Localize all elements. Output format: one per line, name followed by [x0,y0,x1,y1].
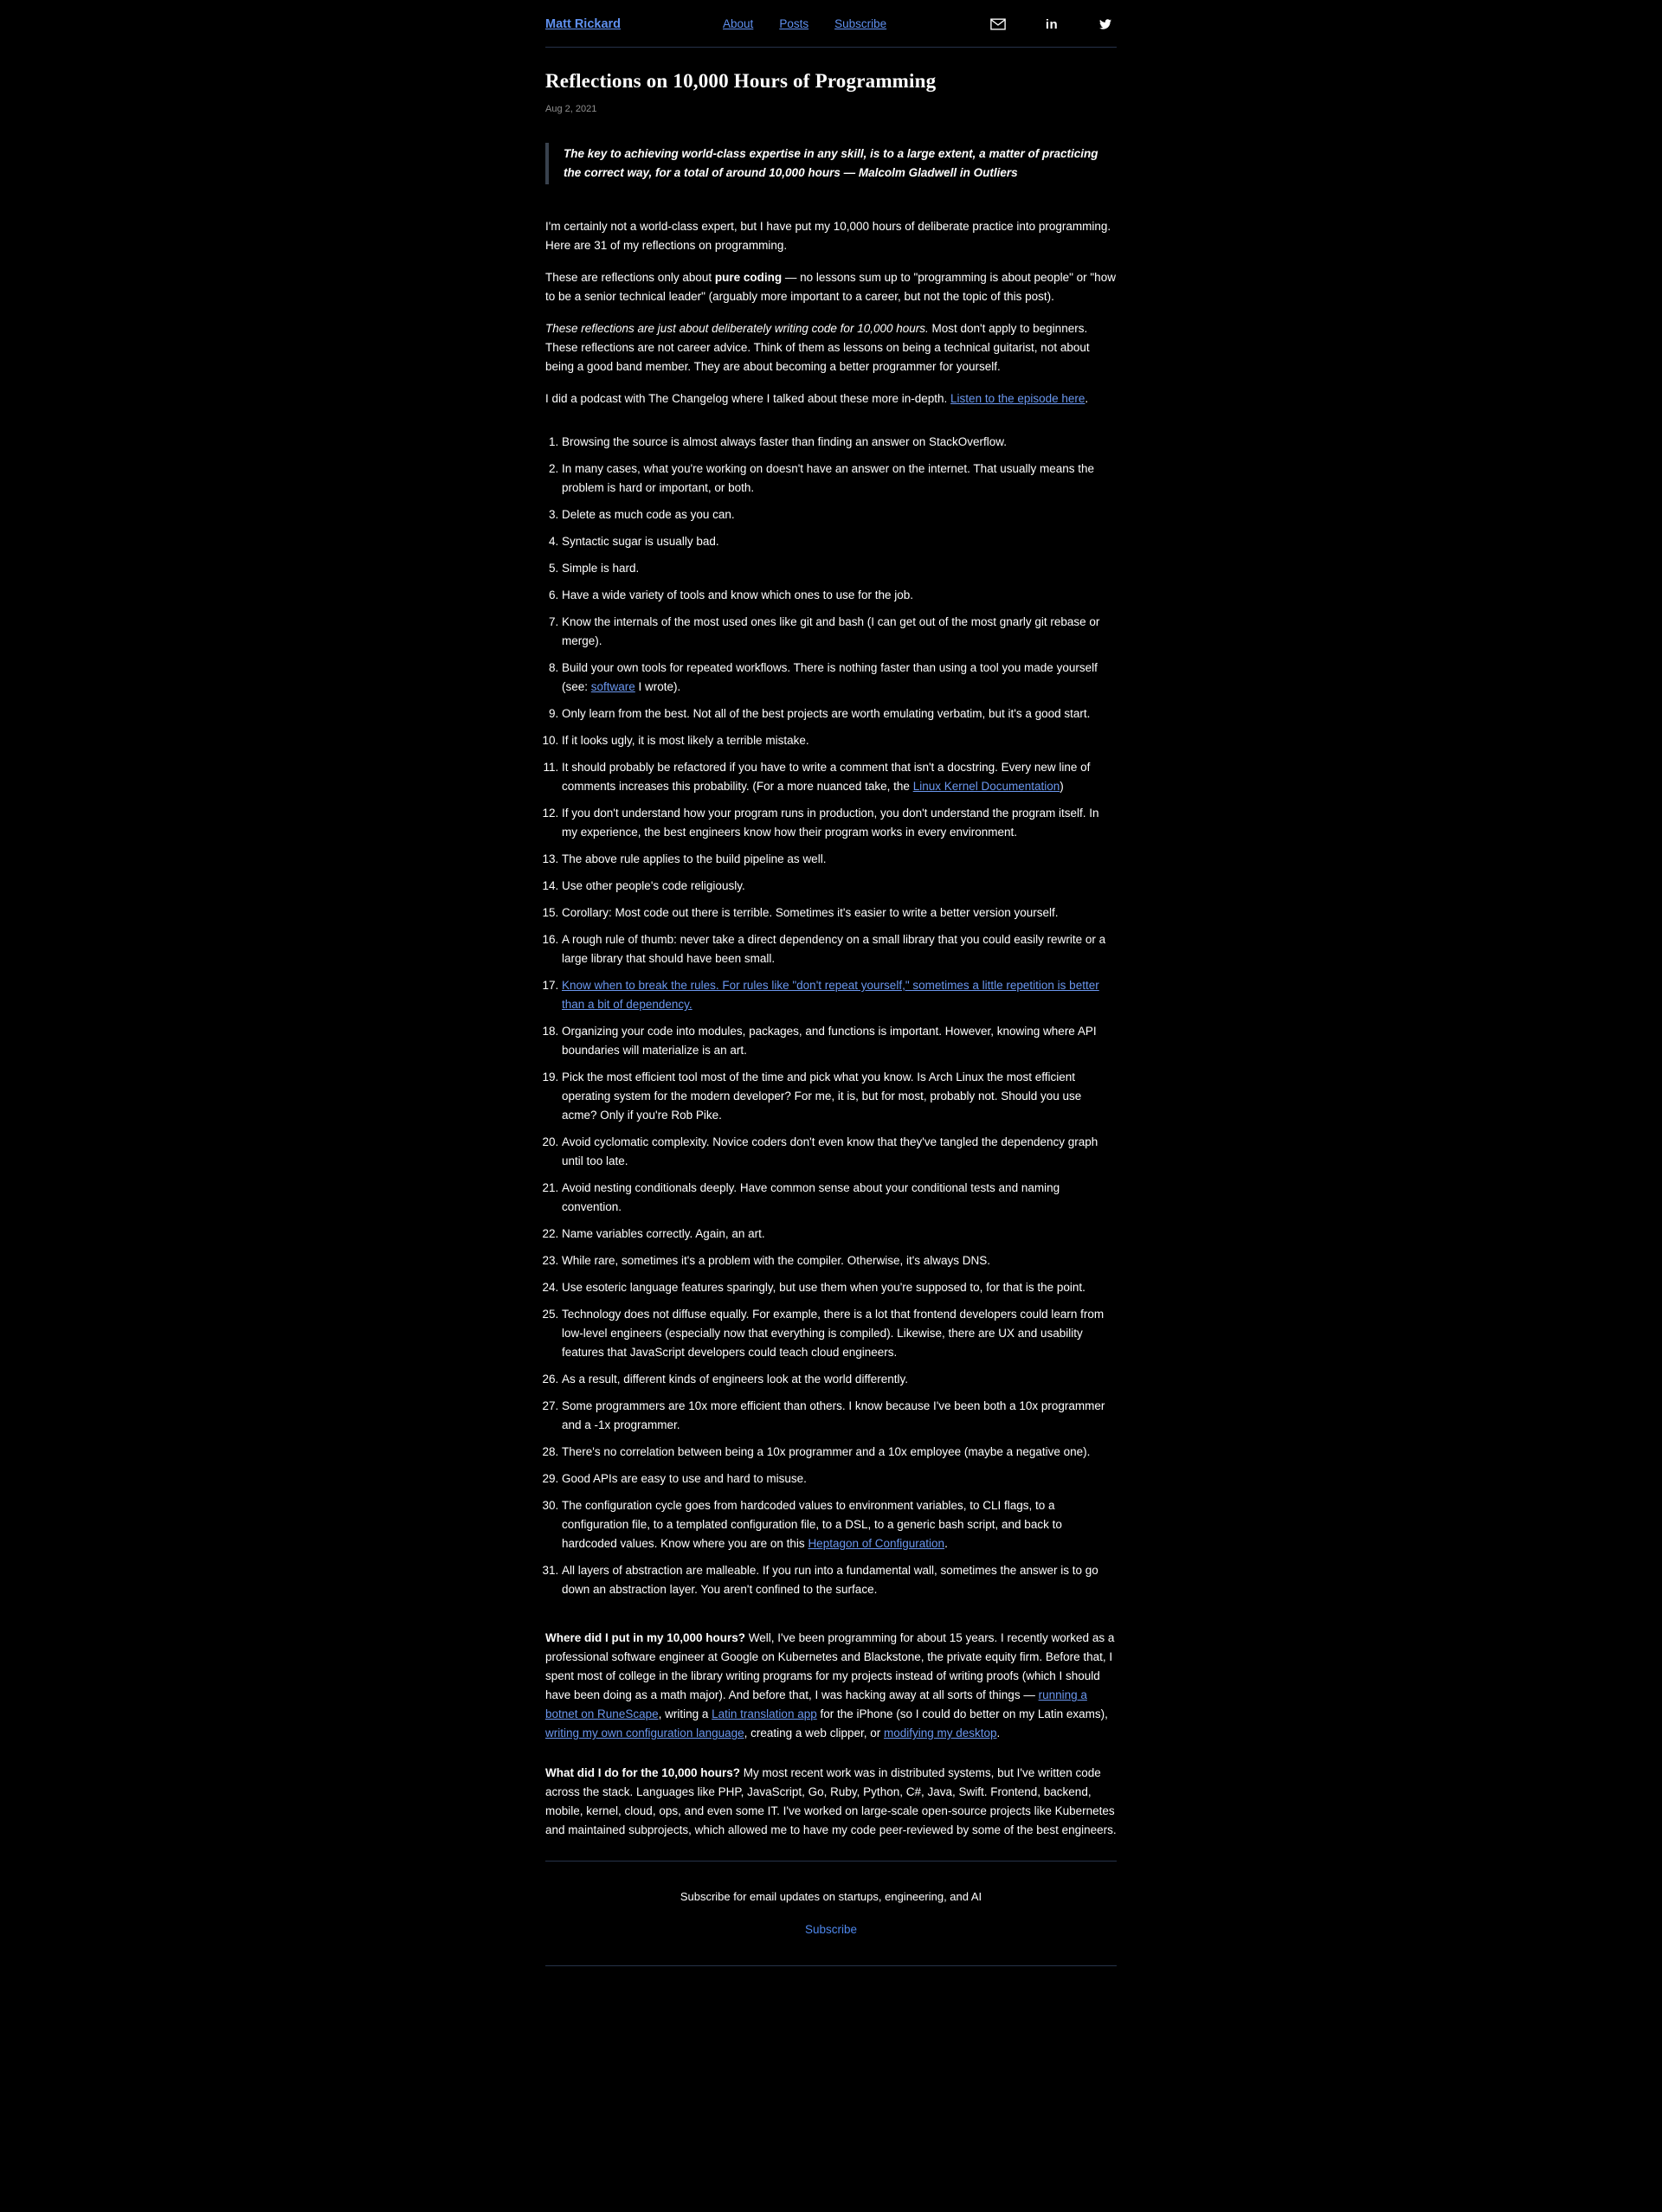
list-item [562,804,1117,842]
text-span: If it looks ugly, it is most likely a terrible mistake. [562,734,809,747]
paragraph [545,389,1117,408]
list-item [562,1022,1117,1060]
list-item [562,505,1117,524]
bold-text: Where did I put in my 10,000 hours? [545,1631,746,1644]
inline-link[interactable]: Know when to break the rules. For rules like "don't repeat yourself," sometimes a little repetition is better than a bit of dependency. [562,979,1099,1011]
twitter-icon[interactable] [1098,17,1113,31]
text-span: A rough rule of thumb: never take a direct dependency on a small library that you could easily rewrite or a large library that should have been small. [562,933,1106,965]
list-item [562,532,1117,551]
bottom-padding [545,1966,1117,1978]
text-span: It should probably be refactored if you have to write a comment that isn't a docstring. Every new line of comments increases this probability. (For a more nuanced take, the [562,761,1091,793]
text-span: All layers of abstraction are malleable. If you run into a fundamental wall, sometimes the answer is to go down an abstraction layer. You aren't confined to the surface. [562,1564,1098,1596]
list-item [562,731,1117,750]
page-container [545,0,1117,1978]
page-title: Reflections on 10,000 Hours of Programming [545,70,937,92]
text-span: These are reflections only about [545,271,715,284]
text-span: Only learn from the best. Not all of the best projects are worth emulating verbatim, but it's a good start. [562,707,1091,720]
list-item [562,1305,1117,1362]
brand-link[interactable]: Matt Rickard [545,17,622,31]
list-item [562,1496,1117,1553]
paragraph [545,319,1117,376]
paragraph [545,1764,1117,1840]
text-span: I'm certainly not a world-class expert, but I have put my 10,000 hours of deliberate practice into programming. Here are 31 of my reflections on programming. [545,220,1111,252]
text-span: Good APIs are easy to use and hard to misuse. [562,1472,807,1485]
list-item [562,659,1117,697]
text-span: Corollary: Most code out there is terrible. Sometimes it's easier to write a better version yourself. [562,906,1059,919]
social-icons [990,17,1117,31]
text-span: Use esoteric language features sparingly, but use them when you're supposed to, for that is the point. [562,1281,1085,1294]
text-span: . [1085,392,1089,405]
list-item [562,1443,1117,1462]
text-span: I did a podcast with The Changelog where I talked about these more in-depth. [545,392,951,405]
paragraph [545,217,1117,255]
text-span: Name variables correctly. Again, an art. [562,1227,765,1240]
closing-paragraphs [545,1629,1117,1840]
text-span: Organizing your code into modules, packages, and functions is important. However, knowing where API boundaries will materialize is an art. [562,1025,1097,1057]
article [545,68,1117,1840]
inline-link[interactable]: running a botnet on RuneScape [545,1688,1087,1720]
site-header [545,0,1117,47]
text-span: If you don't understand how your program runs in production, you don't understand the program itself. In my experience, the best engineers know how their program works in every environment. [562,807,1099,839]
nav-link-posts[interactable]: Posts [779,17,809,30]
email-icon[interactable] [990,17,1006,31]
text-span: . [996,1727,1001,1739]
italic-text: These reflections are just about deliberately writing code for 10,000 hours. [545,322,929,335]
text-span: , creating a web clipper, or [744,1727,884,1739]
paragraph [545,1629,1117,1743]
list-item [562,903,1117,923]
list-item [562,1068,1117,1125]
text-span: Avoid cyclomatic complexity. Novice coders don't even know that they've tangled the dependency graph until too late. [562,1135,1098,1167]
bold-text: What did I do for the 10,000 hours? [545,1766,741,1779]
inline-link[interactable]: Heptagon of Configuration [808,1537,945,1550]
inline-link[interactable]: writing my own configuration language [545,1727,744,1739]
text-span: In many cases, what you're working on doesn't have an answer on the internet. That usually means the problem is hard or important, or both. [562,462,1095,494]
footer-blurb: Subscribe for email updates on startups, engineering, and AI [680,1890,982,1903]
text-span: While rare, sometimes it's a problem with the compiler. Otherwise, it's always DNS. [562,1254,991,1267]
text-span: The configuration cycle goes from hardcoded values to environment variables, to CLI flags, to a configuration file, to a templated configuration file, to a DSL, to a generic bash script, and back to hardcoded values. Know where you are on this [562,1499,1062,1550]
text-span: There's no correlation between being a 10x programmer and a 10x employee (maybe a negative one). [562,1445,1091,1458]
text-span: . [944,1537,948,1550]
text-span: The above rule applies to the build pipeline as well. [562,852,827,865]
inline-link[interactable]: modifying my desktop [883,1727,997,1739]
footer-subscribe-wrap [545,1920,1117,1939]
text-span: Most don't apply to beginners. These reflections are not career advice. Think of them as lessons on being a technical guitarist, not about being a good band member. They are about becoming a better programmer for yourself. [545,322,1090,373]
text-span: Have a wide variety of tools and know which ones to use for the job. [562,588,913,601]
site-footer [545,1862,1117,1978]
list-item [562,1469,1117,1489]
text-span: for the iPhone (so I could do better on my Latin exams), [816,1707,1108,1720]
text-span: My most recent work was in distributed systems, but I've written code across the stack. Languages like PHP, JavaScript, Go, Ruby, Python, C#, Java, Swift. Frontend, backend, mobile, kernel, cloud, ops, and even some IT. I've worked on large-scale open-source projects like Kubernetes and maintained subprojects, which allowed me to have my code peer-reviewed by some of the best engineers. [545,1766,1117,1836]
list-item [562,976,1117,1014]
linkedin-icon[interactable]: in [1045,16,1059,32]
text-span: Delete as much code as you can. [562,508,735,521]
pull-quote: The key to achieving world-class expertise in any skill, is to a large extent, a matter of practicing the correct way, for a total of around 10,000 hours — Malcolm Gladwell in Outliers [545,143,1117,184]
main-nav [723,15,886,34]
text-span: Build your own tools for repeated workflows. There is nothing faster than using a tool you made yourself (see: [562,661,1098,693]
list-item [562,433,1117,452]
text-span: Syntactic sugar is usually bad. [562,535,719,548]
inline-link[interactable]: Latin translation app [712,1707,817,1720]
list-item [562,1278,1117,1297]
paragraph [545,268,1117,306]
text-span: I wrote). [635,680,681,693]
inline-link[interactable]: Linux Kernel Documentation [912,780,1060,793]
text-span: Browsing the source is almost always faster than finding an answer on StackOverflow. [562,435,1007,448]
text-span: Use other people's code religiously. [562,879,745,892]
inline-link[interactable]: Listen to the episode here [950,392,1085,405]
text-span: Know the internals of the most used ones like git and bash (I can get out of the most gnarly git rebase or merge). [562,615,1100,647]
intro-paragraphs [545,217,1117,408]
list-item [562,613,1117,651]
nav-link-subscribe[interactable]: Subscribe [834,17,887,30]
text-span: Technology does not diffuse equally. For example, there is a lot that frontend developers could learn from low-level engineers (especially now that everything is compiled). Likewise, there are UX and usability features that JavaScript developers could teach cloud engineers. [562,1308,1105,1359]
text-span: ) [1060,780,1064,793]
text-span: Well, I've been programming for about 15 years. I recently worked as a professional software engineer at Google on Kubernetes and Blackstone, the private equity firm. Before that, I spent most of college in the library writing programs for my projects instead of writing proofs (which I should have been doing as a math major). And before that, I was hacking away at all sorts of things — [545,1631,1115,1701]
post-date: Aug 2, 2021 [545,104,597,114]
text-span: , writing a [658,1707,712,1720]
list-item [562,1179,1117,1217]
text-span: Pick the most efficient tool most of the time and pick what you know. Is Arch Linux the most efficient operating system for the modern developer? For me, it is, but for most, probably not. Should you use acme? Only if you're Rob Pike. [562,1071,1082,1122]
list-item [562,758,1117,796]
bold-text: pure coding [714,271,783,284]
list-item [562,877,1117,896]
list-item [562,1370,1117,1389]
list-item [562,460,1117,498]
nav-link-about[interactable]: About [723,17,754,30]
list-item [562,1225,1117,1244]
list-item [562,586,1117,605]
text-span: Avoid nesting conditionals deeply. Have common sense about your conditional tests and naming convention. [562,1181,1060,1213]
list-item [562,930,1117,968]
text-span: Some programmers are 10x more efficient than others. I know because I've been both a 10x programmer and a -1x programmer. [562,1399,1105,1431]
list-item [562,704,1117,723]
text-span: As a result, different kinds of engineers look at the world differently. [562,1373,908,1386]
list-item [562,850,1117,869]
text-span: — no lessons sum up to "programming is about people" or "how to be a senior technical leader" (arguably more important to a career, but not the topic of this post). [545,271,1116,303]
list-item [562,1251,1117,1270]
reflections-section [545,433,1117,1599]
text-span: Simple is hard. [562,562,640,575]
list-item [562,1397,1117,1435]
list-item [562,1561,1117,1599]
inline-link[interactable]: software [590,680,635,693]
list-item [562,559,1117,578]
header-divider [545,47,1117,48]
reflections-list [545,433,1117,1599]
footer-subscribe-link[interactable]: Subscribe [804,1923,858,1936]
list-item [562,1133,1117,1171]
